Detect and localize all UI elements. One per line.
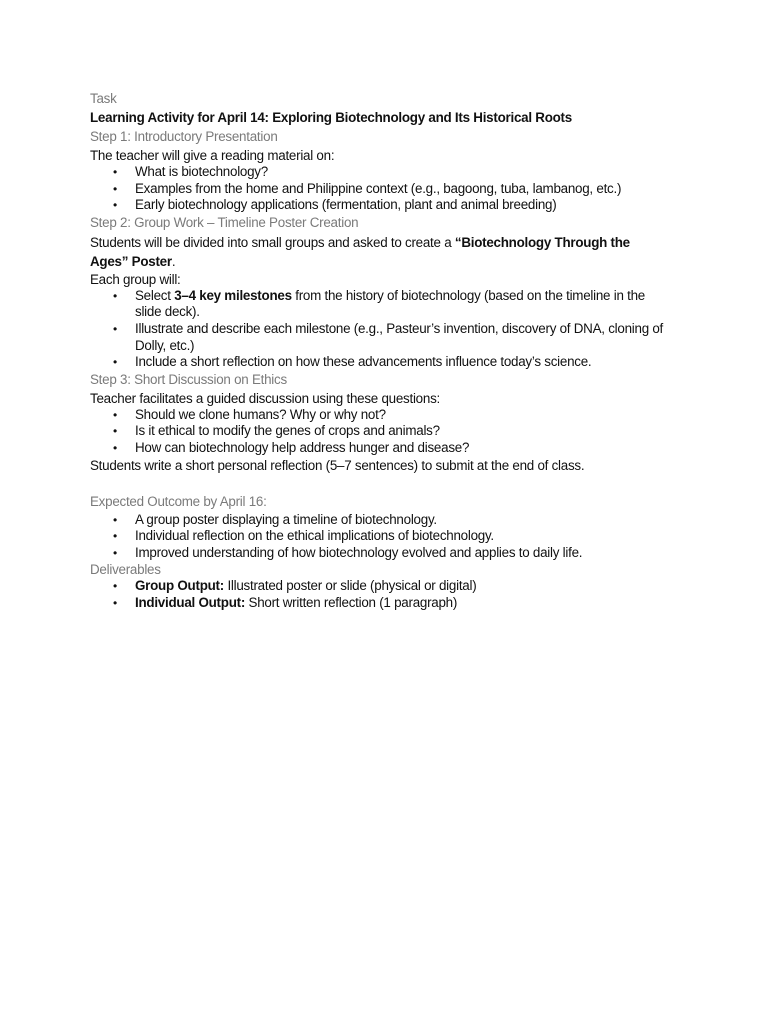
list-item: • Should we clone humans? Why or why not?	[135, 407, 670, 424]
step3-closing: Students write a short personal reflection (5–7 sentences) to submit at the end of class.	[90, 457, 585, 473]
list-item	[135, 578, 670, 595]
outcome-heading: Expected Outcome by April 16:	[90, 493, 267, 509]
step2-heading: Step 2: Group Work – Timeline Poster Creation	[90, 214, 359, 230]
list-item: • Is it ethical to modify the genes of crops and animals?	[135, 423, 670, 440]
list-item: • Early biotechnology applications (fermentation, plant and animal breeding)	[135, 197, 670, 214]
deliverables-list	[90, 578, 670, 611]
item-text: Select	[135, 287, 175, 303]
group-output-label: Group Output:	[135, 578, 224, 594]
step2-intro-end: .	[171, 253, 176, 269]
poster-title: “Biotechnology Through the Ages” Poster	[90, 234, 630, 269]
list-item: • Improved understanding of how biotechnology evolved and applies to daily life.	[135, 545, 670, 562]
list-item: • How can biotechnology help address hunger and disease?	[135, 440, 670, 457]
list-item: • Include a short reflection on how these advancements influence today’s science.	[135, 354, 670, 371]
step1-intro: The teacher will give a reading material on:	[90, 148, 335, 163]
item-text: Short written reflection (1 paragraph)	[245, 594, 458, 610]
outcome-list	[90, 512, 670, 562]
list-item	[135, 288, 670, 321]
task-label: Task	[90, 91, 117, 106]
each-group-label: Each group will:	[90, 271, 181, 287]
deliverables-heading: Deliverables	[90, 562, 161, 578]
list-item: • Illustrate and describe each milestone (e.g., Pasteur’s invention, discovery of DNA, cloning of Dolly, etc.)	[135, 321, 670, 354]
document-body	[90, 90, 670, 612]
step2-list	[90, 288, 670, 371]
step3-heading: Step 3: Short Discussion on Ethics	[90, 371, 287, 387]
item-text: from the history of biotechnology (based on the timeline in the slide deck).	[135, 287, 645, 320]
step2-intro	[90, 233, 670, 271]
step3-intro: Teacher facilitates a guided discussion using these questions:	[90, 390, 440, 406]
milestones-bold: 3–4 key milestones	[174, 287, 292, 303]
step3-list	[90, 407, 670, 457]
list-item: • A group poster displaying a timeline of biotechnology.	[135, 512, 670, 529]
list-item: • Individual reflection on the ethical implications of biotechnology.	[135, 528, 670, 545]
list-item: • What is biotechnology?	[135, 164, 670, 181]
step2-intro-text: Students will be divided into small groups and asked to create a	[90, 234, 455, 250]
item-text: Illustrated poster or slide (physical or digital)	[223, 578, 477, 594]
list-item: • Examples from the home and Philippine context (e.g., bagoong, tuba, lambanog, etc.)	[135, 181, 670, 198]
document-title: Learning Activity for April 14: Exploring Biotechnology and Its Historical Roots	[90, 110, 572, 125]
list-item	[135, 595, 670, 612]
step1-list	[90, 164, 670, 214]
individual-output-label: Individual Output:	[135, 594, 246, 610]
step1-heading: Step 1: Introductory Presentation	[90, 129, 278, 144]
